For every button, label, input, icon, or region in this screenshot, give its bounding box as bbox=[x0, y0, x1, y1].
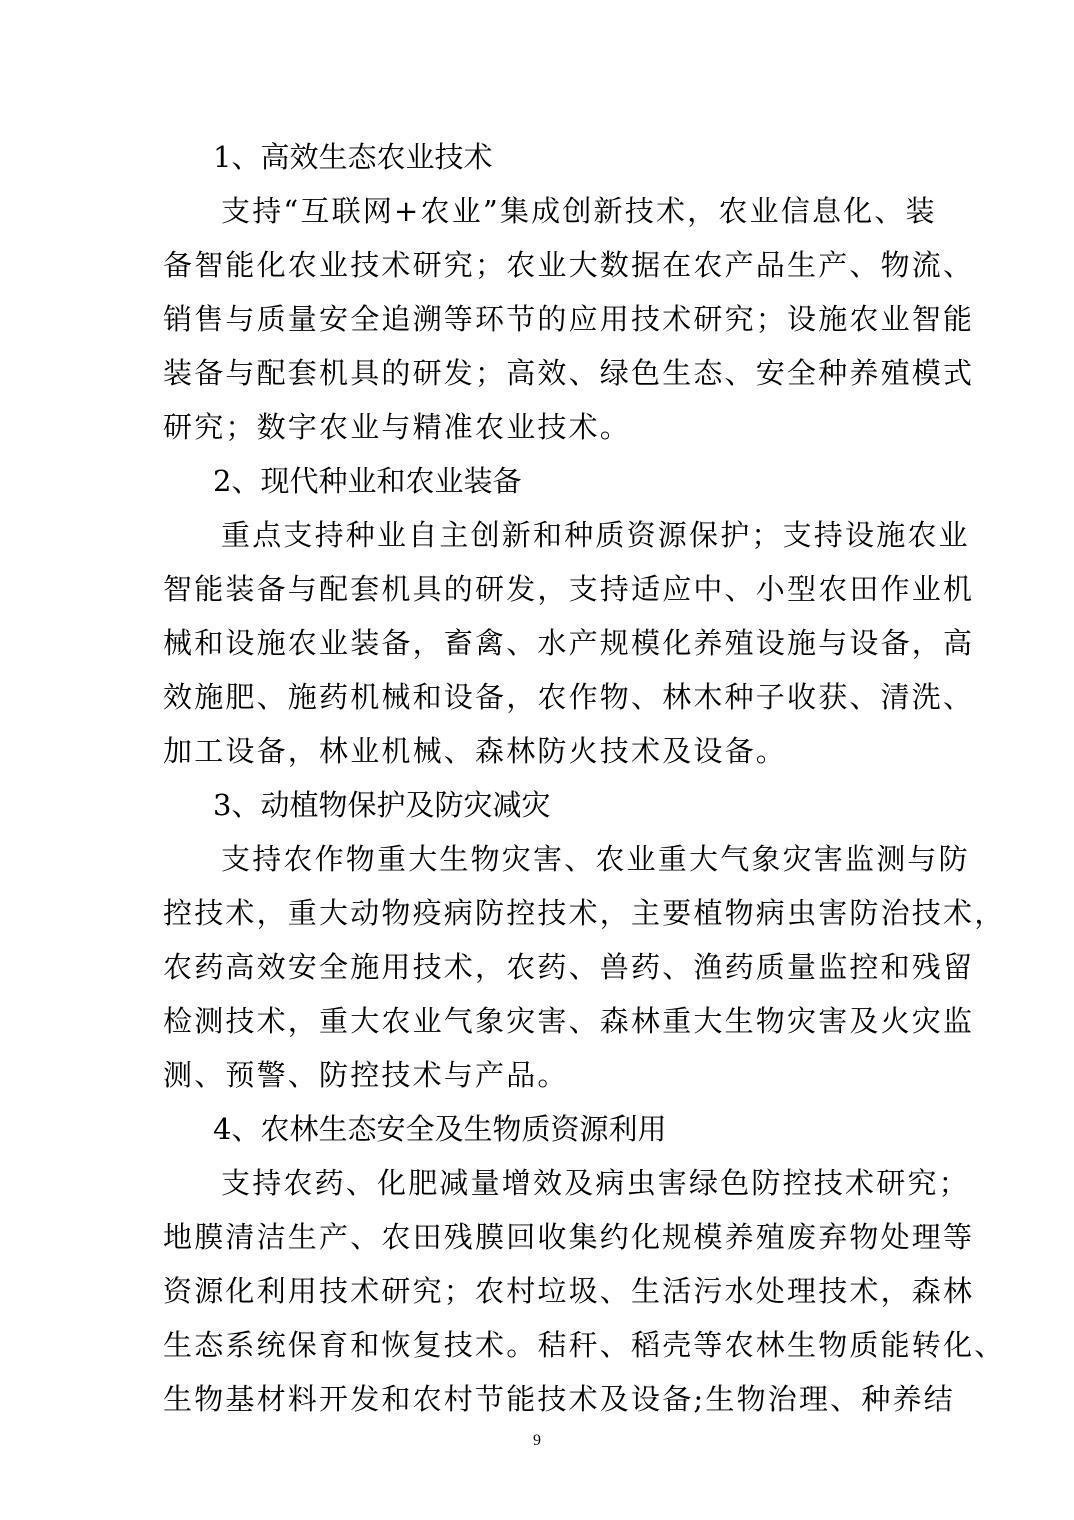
paragraph-line: 械和设施农业装备，畜禽、水产规模化养殖设施与设备，高 bbox=[163, 626, 975, 660]
paragraph-line: 生物基材料开发和农村节能技术及设备;生物治理、种养结 bbox=[163, 1382, 955, 1416]
paragraph-line: 重点支持种业自主创新和种质资源保护；支持设施农业 bbox=[221, 518, 970, 552]
paragraph-line: 生态系统保育和恢复技术。秸秆、稻壳等农林生物质能转化、 bbox=[163, 1328, 1006, 1362]
paragraph-line: 农药高效安全施用技术，农药、兽药、渔药质量监控和残留 bbox=[163, 950, 975, 984]
paragraph-line: 控技术，重大动物疫病防控技术，主要植物病虫害防治技术， bbox=[163, 896, 1006, 930]
section-heading: 4、农林生态安全及生物质资源利用 bbox=[213, 1112, 667, 1146]
paragraph-line: 地膜清洁生产、农田残膜回收集约化规模养殖废弃物处理等 bbox=[163, 1220, 975, 1254]
page-number: 9 bbox=[533, 1432, 541, 1449]
paragraph-line: 备智能化农业技术研究；农业大数据在农产品生产、物流、 bbox=[163, 248, 975, 282]
paragraph-line: 装备与配套机具的研发；高效、绿色生态、安全种养殖模式 bbox=[163, 356, 975, 390]
document-body bbox=[163, 130, 1006, 1426]
paragraph-line: 智能装备与配套机具的研发，支持适应中、小型农田作业机 bbox=[163, 572, 975, 606]
paragraph-line: 研究；数字农业与精准农业技术。 bbox=[163, 410, 632, 444]
paragraph-line: 测、预警、防控技术与产品。 bbox=[163, 1058, 569, 1092]
paragraph-line: 销售与质量安全追溯等环节的应用技术研究；设施农业智能 bbox=[163, 302, 975, 336]
paragraph-line: 检测技术，重大农业气象灾害、森林重大生物灾害及火灾监 bbox=[163, 1004, 975, 1038]
section-heading: 1、高效生态农业技术 bbox=[213, 140, 493, 174]
paragraph-line: 支持农作物重大生物灾害、农业重大气象灾害监测与防 bbox=[221, 842, 970, 876]
section-heading: 3、动植物保护及防灾减灾 bbox=[213, 788, 551, 822]
paragraph-line: 加工设备，林业机械、森林防火技术及设备。 bbox=[163, 734, 788, 768]
paragraph-line: 支持“互联网+农业”集成创新技术，农业信息化、装 bbox=[221, 194, 937, 228]
paragraph-line: 效施肥、施药机械和设备，农作物、林木种子收获、清洗、 bbox=[163, 680, 975, 714]
paragraph-line: 支持农药、化肥减量增效及病虫害绿色防控技术研究； bbox=[221, 1166, 970, 1200]
section-heading: 2、现代种业和农业装备 bbox=[213, 464, 522, 498]
paragraph-line: 资源化利用技术研究；农村垃圾、生活污水处理技术，森林 bbox=[163, 1274, 975, 1308]
